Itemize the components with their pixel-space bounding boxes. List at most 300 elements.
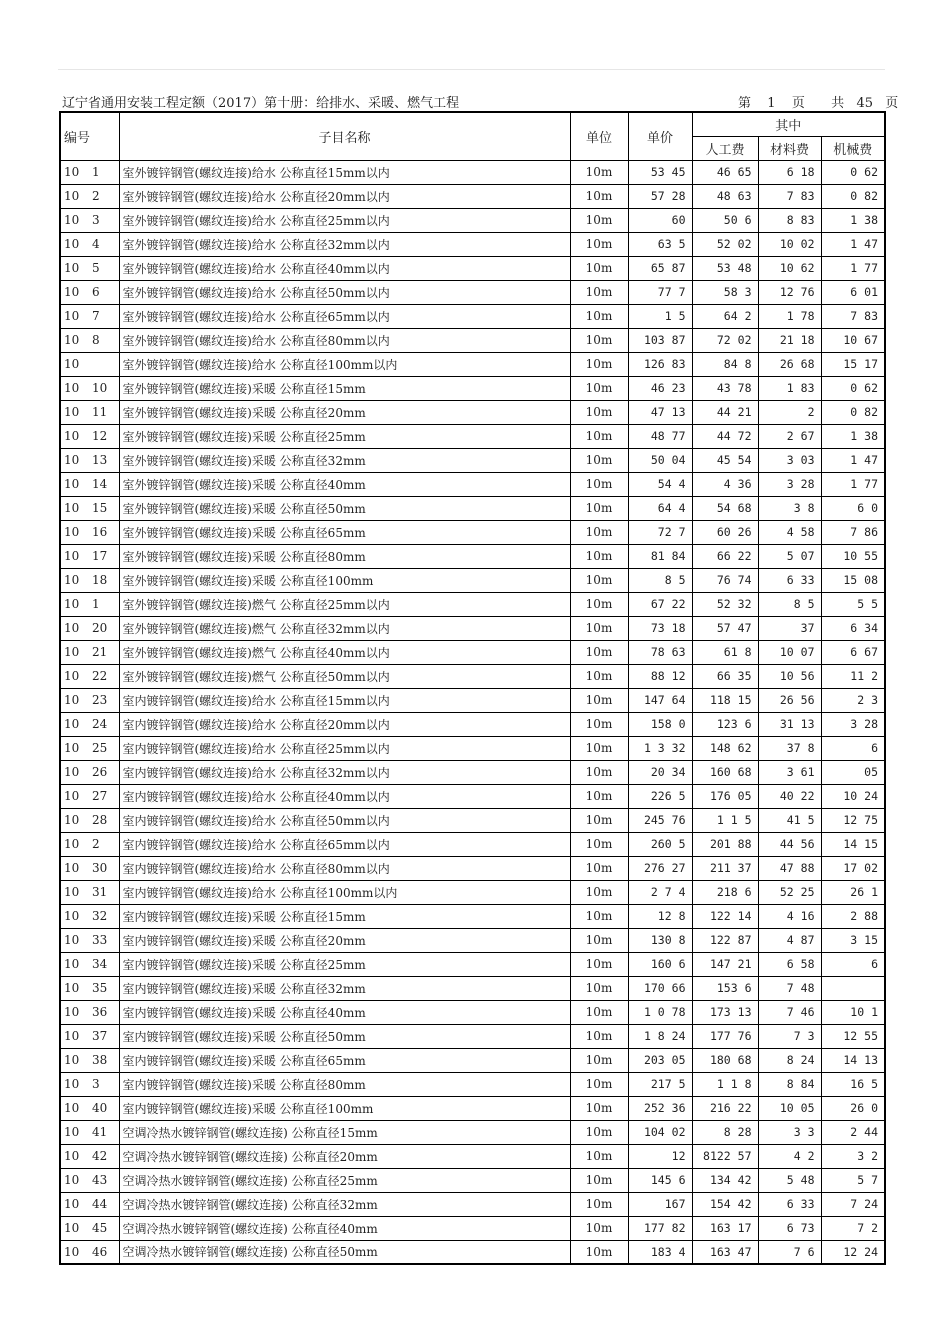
row-name: 室外镀锌钢管(螺纹连接)采暖 公称直径32mm xyxy=(119,448,570,472)
row-code xyxy=(60,1216,119,1240)
row-code-item: 17 xyxy=(92,549,108,563)
row-code-item: 28 xyxy=(92,813,108,827)
row-labor: 52 02 xyxy=(692,232,758,256)
row-machine: 15 08 xyxy=(821,568,885,592)
col-header-machine: 机械费 xyxy=(821,136,885,160)
row-code xyxy=(60,760,119,784)
row-machine: 10 1 xyxy=(821,1000,885,1024)
row-material: 1 83 xyxy=(758,376,821,400)
row-material: 4 2 xyxy=(758,1144,821,1168)
row-name: 室外镀锌钢管(螺纹连接)给水 公称直径50mm以内 xyxy=(119,280,570,304)
row-labor: 123 6 xyxy=(692,712,758,736)
row-labor: 122 87 xyxy=(692,928,758,952)
row-code-chapter: 10 xyxy=(64,1053,80,1067)
row-price: 20 34 xyxy=(628,760,692,784)
row-code-item: 20 xyxy=(92,621,108,635)
row-name: 室内镀锌钢管(螺纹连接)给水 公称直径65mm以内 xyxy=(119,832,570,856)
row-unit: 10m xyxy=(570,1072,628,1096)
row-machine: 6 67 xyxy=(821,640,885,664)
table-row xyxy=(60,1120,885,1144)
row-machine: 1 47 xyxy=(821,232,885,256)
table-row xyxy=(60,376,885,400)
row-code-item: 38 xyxy=(92,1053,108,1067)
table-row xyxy=(60,328,885,352)
row-code-chapter: 10 xyxy=(64,981,80,995)
row-code xyxy=(60,208,119,232)
row-code-chapter: 10 xyxy=(64,381,80,395)
row-name: 室内镀锌钢管(螺纹连接)采暖 公称直径50mm xyxy=(119,1024,570,1048)
row-material: 3 8 xyxy=(758,496,821,520)
row-unit: 10m xyxy=(570,280,628,304)
row-code-chapter: 10 xyxy=(64,957,80,971)
row-name: 室外镀锌钢管(螺纹连接)采暖 公称直径15mm xyxy=(119,376,570,400)
row-code-chapter: 10 xyxy=(64,1101,80,1115)
row-machine: 10 24 xyxy=(821,784,885,808)
row-name: 空调冷热水镀锌钢管(螺纹连接) 公称直径32mm xyxy=(119,1192,570,1216)
row-code-item: 8 xyxy=(92,333,100,347)
table-row xyxy=(60,472,885,496)
row-price: 145 6 xyxy=(628,1168,692,1192)
row-name: 空调冷热水镀锌钢管(螺纹连接) 公称直径15mm xyxy=(119,1120,570,1144)
row-name: 空调冷热水镀锌钢管(螺纹连接) 公称直径40mm xyxy=(119,1216,570,1240)
table-row xyxy=(60,880,885,904)
row-material: 3 3 xyxy=(758,1120,821,1144)
row-code xyxy=(60,880,119,904)
row-labor: 154 42 xyxy=(692,1192,758,1216)
row-material: 3 03 xyxy=(758,448,821,472)
row-material: 8 84 xyxy=(758,1072,821,1096)
table-row xyxy=(60,448,885,472)
row-name: 室外镀锌钢管(螺纹连接)给水 公称直径65mm以内 xyxy=(119,304,570,328)
table-row xyxy=(60,400,885,424)
row-code xyxy=(60,808,119,832)
row-unit: 10m xyxy=(570,1216,628,1240)
row-code xyxy=(60,1192,119,1216)
row-code-chapter: 10 xyxy=(64,501,80,515)
page-counter xyxy=(738,96,898,112)
table-row xyxy=(60,784,885,808)
row-name: 室内镀锌钢管(螺纹连接)采暖 公称直径20mm xyxy=(119,928,570,952)
table-row xyxy=(60,640,885,664)
row-labor: 163 17 xyxy=(692,1216,758,1240)
row-price: 60 xyxy=(628,208,692,232)
row-name: 室外镀锌钢管(螺纹连接)采暖 公称直径20mm xyxy=(119,400,570,424)
col-header-labor: 人工费 xyxy=(692,136,758,160)
col-header-code: 编号 xyxy=(60,112,119,160)
row-unit: 10m xyxy=(570,832,628,856)
row-code xyxy=(60,376,119,400)
total-pages: 45 xyxy=(856,96,873,111)
row-material: 8 83 xyxy=(758,208,821,232)
row-unit: 10m xyxy=(570,544,628,568)
row-price: 245 76 xyxy=(628,808,692,832)
row-material: 5 48 xyxy=(758,1168,821,1192)
row-code xyxy=(60,328,119,352)
table-body xyxy=(60,160,885,1264)
row-unit: 10m xyxy=(570,1000,628,1024)
row-code-item: 32 xyxy=(92,909,108,923)
row-code xyxy=(60,1168,119,1192)
row-labor: 176 05 xyxy=(692,784,758,808)
row-code-item: 46 xyxy=(92,1244,108,1259)
row-code-item: 11 xyxy=(92,405,108,419)
row-labor: 66 22 xyxy=(692,544,758,568)
row-code xyxy=(60,448,119,472)
row-labor: 60 26 xyxy=(692,520,758,544)
row-code-chapter: 10 xyxy=(64,813,80,827)
row-material: 2 xyxy=(758,400,821,424)
row-machine: 10 67 xyxy=(821,328,885,352)
row-unit: 10m xyxy=(570,1024,628,1048)
row-name: 室外镀锌钢管(螺纹连接)给水 公称直径80mm以内 xyxy=(119,328,570,352)
row-labor: 61 8 xyxy=(692,640,758,664)
row-code-chapter: 10 xyxy=(64,1005,80,1019)
row-machine: 2 3 xyxy=(821,688,885,712)
row-unit: 10m xyxy=(570,256,628,280)
row-name: 室内镀锌钢管(螺纹连接)采暖 公称直径100mm xyxy=(119,1096,570,1120)
table-row xyxy=(60,688,885,712)
row-material: 10 07 xyxy=(758,640,821,664)
row-labor: 64 2 xyxy=(692,304,758,328)
row-code xyxy=(60,256,119,280)
row-code xyxy=(60,184,119,208)
row-labor: 45 54 xyxy=(692,448,758,472)
row-unit: 10m xyxy=(570,184,628,208)
row-material: 47 88 xyxy=(758,856,821,880)
row-unit: 10m xyxy=(570,400,628,424)
row-code-item: 43 xyxy=(92,1173,108,1187)
row-labor: 46 65 xyxy=(692,160,758,184)
row-labor: 84 8 xyxy=(692,352,758,376)
row-name: 室内镀锌钢管(螺纹连接)给水 公称直径50mm以内 xyxy=(119,808,570,832)
row-code xyxy=(60,928,119,952)
row-code-item: 6 xyxy=(92,285,100,299)
row-price: 170 66 xyxy=(628,976,692,1000)
row-code-item: 33 xyxy=(92,933,108,947)
row-name: 室外镀锌钢管(螺纹连接)给水 公称直径20mm以内 xyxy=(119,184,570,208)
row-code-chapter: 10 xyxy=(64,909,80,923)
row-price: 65 87 xyxy=(628,256,692,280)
row-price: 260 5 xyxy=(628,832,692,856)
row-code-chapter: 10 xyxy=(64,885,80,899)
row-code-chapter: 10 xyxy=(64,693,80,707)
row-unit: 10m xyxy=(570,1120,628,1144)
row-code xyxy=(60,640,119,664)
table-row xyxy=(60,544,885,568)
row-name: 室内镀锌钢管(螺纹连接)给水 公称直径15mm以内 xyxy=(119,688,570,712)
row-material: 7 46 xyxy=(758,1000,821,1024)
row-code-item: 41 xyxy=(92,1125,108,1139)
row-machine: 16 5 xyxy=(821,1072,885,1096)
row-name: 室外镀锌钢管(螺纹连接)采暖 公称直径80mm xyxy=(119,544,570,568)
table-row xyxy=(60,1024,885,1048)
row-price: 12 8 xyxy=(628,904,692,928)
row-machine: 05 xyxy=(821,760,885,784)
row-name: 室内镀锌钢管(螺纹连接)采暖 公称直径25mm xyxy=(119,952,570,976)
row-code-chapter: 10 xyxy=(64,1244,80,1259)
row-price: 147 64 xyxy=(628,688,692,712)
row-labor: 134 42 xyxy=(692,1168,758,1192)
row-code-item: 25 xyxy=(92,741,108,755)
row-machine: 3 2 xyxy=(821,1144,885,1168)
row-code-chapter: 10 xyxy=(64,1149,80,1163)
table-row xyxy=(60,256,885,280)
row-labor: 8 28 xyxy=(692,1120,758,1144)
row-price: 53 45 xyxy=(628,160,692,184)
row-price: 1 8 24 xyxy=(628,1024,692,1048)
row-name: 室外镀锌钢管(螺纹连接)给水 公称直径40mm以内 xyxy=(119,256,570,280)
row-machine: 7 86 xyxy=(821,520,885,544)
row-unit: 10m xyxy=(570,640,628,664)
row-machine: 12 24 xyxy=(821,1240,885,1264)
row-material: 1 78 xyxy=(758,304,821,328)
row-name: 室内镀锌钢管(螺纹连接)给水 公称直径80mm以内 xyxy=(119,856,570,880)
row-price: 276 27 xyxy=(628,856,692,880)
col-header-group: 其中 xyxy=(692,112,885,136)
row-material: 4 16 xyxy=(758,904,821,928)
row-material: 21 18 xyxy=(758,328,821,352)
table-row xyxy=(60,760,885,784)
row-price: 226 5 xyxy=(628,784,692,808)
row-machine: 7 2 xyxy=(821,1216,885,1240)
row-machine: 0 82 xyxy=(821,184,885,208)
row-machine: 0 62 xyxy=(821,376,885,400)
row-labor: 122 14 xyxy=(692,904,758,928)
row-code-item: 3 xyxy=(92,213,100,227)
table-row xyxy=(60,712,885,736)
row-name: 室内镀锌钢管(螺纹连接)采暖 公称直径80mm xyxy=(119,1072,570,1096)
row-code xyxy=(60,160,119,184)
row-name: 室外镀锌钢管(螺纹连接)给水 公称直径100mm以内 xyxy=(119,352,570,376)
row-code xyxy=(60,952,119,976)
row-code xyxy=(60,1120,119,1144)
row-unit: 10m xyxy=(570,664,628,688)
row-code-item: 18 xyxy=(92,573,108,587)
row-code-item: 7 xyxy=(92,309,100,323)
row-code xyxy=(60,352,119,376)
row-material: 10 05 xyxy=(758,1096,821,1120)
row-price: 77 7 xyxy=(628,280,692,304)
row-name: 室外镀锌钢管(螺纹连接)采暖 公称直径50mm xyxy=(119,496,570,520)
table-row xyxy=(60,496,885,520)
row-code-item: 1 xyxy=(92,597,100,611)
row-price: 72 7 xyxy=(628,520,692,544)
row-price: 63 5 xyxy=(628,232,692,256)
row-unit: 10m xyxy=(570,808,628,832)
row-price: 158 0 xyxy=(628,712,692,736)
row-name: 室内镀锌钢管(螺纹连接)给水 公称直径100mm以内 xyxy=(119,880,570,904)
row-labor: 8122 57 xyxy=(692,1144,758,1168)
table-row xyxy=(60,856,885,880)
row-code-item: 44 xyxy=(92,1197,108,1211)
row-material: 3 61 xyxy=(758,760,821,784)
row-machine: 17 02 xyxy=(821,856,885,880)
row-code xyxy=(60,1096,119,1120)
table-row xyxy=(60,616,885,640)
row-unit: 10m xyxy=(570,904,628,928)
row-machine: 0 62 xyxy=(821,160,885,184)
row-unit: 10m xyxy=(570,928,628,952)
table-row xyxy=(60,1000,885,1024)
row-code-chapter: 10 xyxy=(64,189,80,203)
row-material: 7 48 xyxy=(758,976,821,1000)
row-code-chapter: 10 xyxy=(64,1221,80,1235)
row-price: 46 23 xyxy=(628,376,692,400)
row-code xyxy=(60,592,119,616)
row-labor: 201 88 xyxy=(692,832,758,856)
row-code-chapter: 10 xyxy=(64,357,80,371)
row-unit: 10m xyxy=(570,688,628,712)
row-material: 7 3 xyxy=(758,1024,821,1048)
row-code-item: 42 xyxy=(92,1149,108,1163)
row-machine: 5 5 xyxy=(821,592,885,616)
row-code-item: 27 xyxy=(92,789,108,803)
row-code xyxy=(60,832,119,856)
row-code xyxy=(60,712,119,736)
row-code xyxy=(60,1072,119,1096)
row-name: 室内镀锌钢管(螺纹连接)给水 公称直径40mm以内 xyxy=(119,784,570,808)
row-material: 10 62 xyxy=(758,256,821,280)
row-labor: 1 1 8 xyxy=(692,1072,758,1096)
col-header-price: 单价 xyxy=(628,112,692,160)
table-row xyxy=(60,1240,885,1264)
row-code-item: 24 xyxy=(92,717,108,731)
row-labor: 66 35 xyxy=(692,664,758,688)
row-code-chapter: 10 xyxy=(64,765,80,779)
row-code-item: 13 xyxy=(92,453,108,467)
row-unit: 10m xyxy=(570,1240,628,1264)
row-price: 126 83 xyxy=(628,352,692,376)
table-row xyxy=(60,808,885,832)
row-machine: 10 55 xyxy=(821,544,885,568)
row-material: 3 28 xyxy=(758,472,821,496)
row-unit: 10m xyxy=(570,424,628,448)
row-material: 4 58 xyxy=(758,520,821,544)
row-code xyxy=(60,304,119,328)
row-machine: 26 0 xyxy=(821,1096,885,1120)
row-price: 1 3 32 xyxy=(628,736,692,760)
row-machine: 6 34 xyxy=(821,616,885,640)
row-unit: 10m xyxy=(570,376,628,400)
row-name: 室外镀锌钢管(螺纹连接)给水 公称直径25mm以内 xyxy=(119,208,570,232)
row-code xyxy=(60,400,119,424)
row-code-chapter: 10 xyxy=(64,429,80,443)
table-row xyxy=(60,592,885,616)
row-code-chapter: 10 xyxy=(64,549,80,563)
row-code-item: 5 xyxy=(92,261,100,275)
row-price: 217 5 xyxy=(628,1072,692,1096)
row-code-item: 2 xyxy=(92,837,100,851)
row-code-chapter: 10 xyxy=(64,669,80,683)
row-name: 室外镀锌钢管(螺纹连接)采暖 公称直径65mm xyxy=(119,520,570,544)
row-labor: 43 78 xyxy=(692,376,758,400)
col-header-material: 材料费 xyxy=(758,136,821,160)
row-code-item: 1 xyxy=(92,165,100,179)
row-machine: 12 75 xyxy=(821,808,885,832)
row-unit: 10m xyxy=(570,784,628,808)
row-labor: 58 3 xyxy=(692,280,758,304)
row-name: 室内镀锌钢管(螺纹连接)给水 公称直径20mm以内 xyxy=(119,712,570,736)
row-code xyxy=(60,616,119,640)
row-code-chapter: 10 xyxy=(64,837,80,851)
row-unit: 10m xyxy=(570,1048,628,1072)
row-material: 10 56 xyxy=(758,664,821,688)
row-labor: 153 6 xyxy=(692,976,758,1000)
row-machine: 1 38 xyxy=(821,208,885,232)
table-row xyxy=(60,928,885,952)
row-code-chapter: 10 xyxy=(64,645,80,659)
table-row xyxy=(60,1144,885,1168)
row-code xyxy=(60,544,119,568)
row-unit: 10m xyxy=(570,952,628,976)
table-header xyxy=(60,112,885,160)
row-labor: 48 63 xyxy=(692,184,758,208)
row-machine: 6 xyxy=(821,736,885,760)
row-material: 40 22 xyxy=(758,784,821,808)
table-row xyxy=(60,1048,885,1072)
table-row xyxy=(60,304,885,328)
row-labor: 44 21 xyxy=(692,400,758,424)
row-code xyxy=(60,1048,119,1072)
row-labor: 173 13 xyxy=(692,1000,758,1024)
row-name: 室内镀锌钢管(螺纹连接)采暖 公称直径40mm xyxy=(119,1000,570,1024)
row-labor: 216 22 xyxy=(692,1096,758,1120)
row-code-item: 23 xyxy=(92,693,108,707)
row-material: 31 13 xyxy=(758,712,821,736)
row-price: 12 xyxy=(628,1144,692,1168)
row-code-item: 26 xyxy=(92,765,108,779)
col-header-unit: 单位 xyxy=(570,112,628,160)
row-machine: 7 83 xyxy=(821,304,885,328)
row-unit: 10m xyxy=(570,328,628,352)
row-price: 167 xyxy=(628,1192,692,1216)
row-name: 室外镀锌钢管(螺纹连接)给水 公称直径15mm以内 xyxy=(119,160,570,184)
row-code-item: 40 xyxy=(92,1101,108,1115)
row-unit: 10m xyxy=(570,568,628,592)
row-code-chapter: 10 xyxy=(64,1125,80,1139)
row-name: 室外镀锌钢管(螺纹连接)采暖 公称直径100mm xyxy=(119,568,570,592)
row-name: 室内镀锌钢管(螺纹连接)采暖 公称直径15mm xyxy=(119,904,570,928)
table-row xyxy=(60,520,885,544)
row-labor: 53 48 xyxy=(692,256,758,280)
row-machine: 6 0 xyxy=(821,496,885,520)
table-row xyxy=(60,352,885,376)
row-unit: 10m xyxy=(570,1168,628,1192)
page-word: 页 xyxy=(791,96,805,111)
row-code xyxy=(60,1024,119,1048)
row-price: 203 05 xyxy=(628,1048,692,1072)
row-code-item: 2 xyxy=(92,189,100,203)
row-name: 室外镀锌钢管(螺纹连接)采暖 公称直径40mm xyxy=(119,472,570,496)
row-price: 48 77 xyxy=(628,424,692,448)
row-code-chapter: 10 xyxy=(64,333,80,347)
row-machine: 5 7 xyxy=(821,1168,885,1192)
row-unit: 10m xyxy=(570,232,628,256)
row-unit: 10m xyxy=(570,976,628,1000)
row-material: 41 5 xyxy=(758,808,821,832)
row-code xyxy=(60,784,119,808)
col-header-name: 子目名称 xyxy=(119,112,570,160)
row-code-chapter: 10 xyxy=(64,453,80,467)
table-row xyxy=(60,736,885,760)
row-material: 6 33 xyxy=(758,1192,821,1216)
row-labor: 76 74 xyxy=(692,568,758,592)
row-labor: 57 47 xyxy=(692,616,758,640)
row-price: 177 82 xyxy=(628,1216,692,1240)
row-name: 室外镀锌钢管(螺纹连接)燃气 公称直径50mm以内 xyxy=(119,664,570,688)
table-row xyxy=(60,1168,885,1192)
table-row xyxy=(60,1216,885,1240)
